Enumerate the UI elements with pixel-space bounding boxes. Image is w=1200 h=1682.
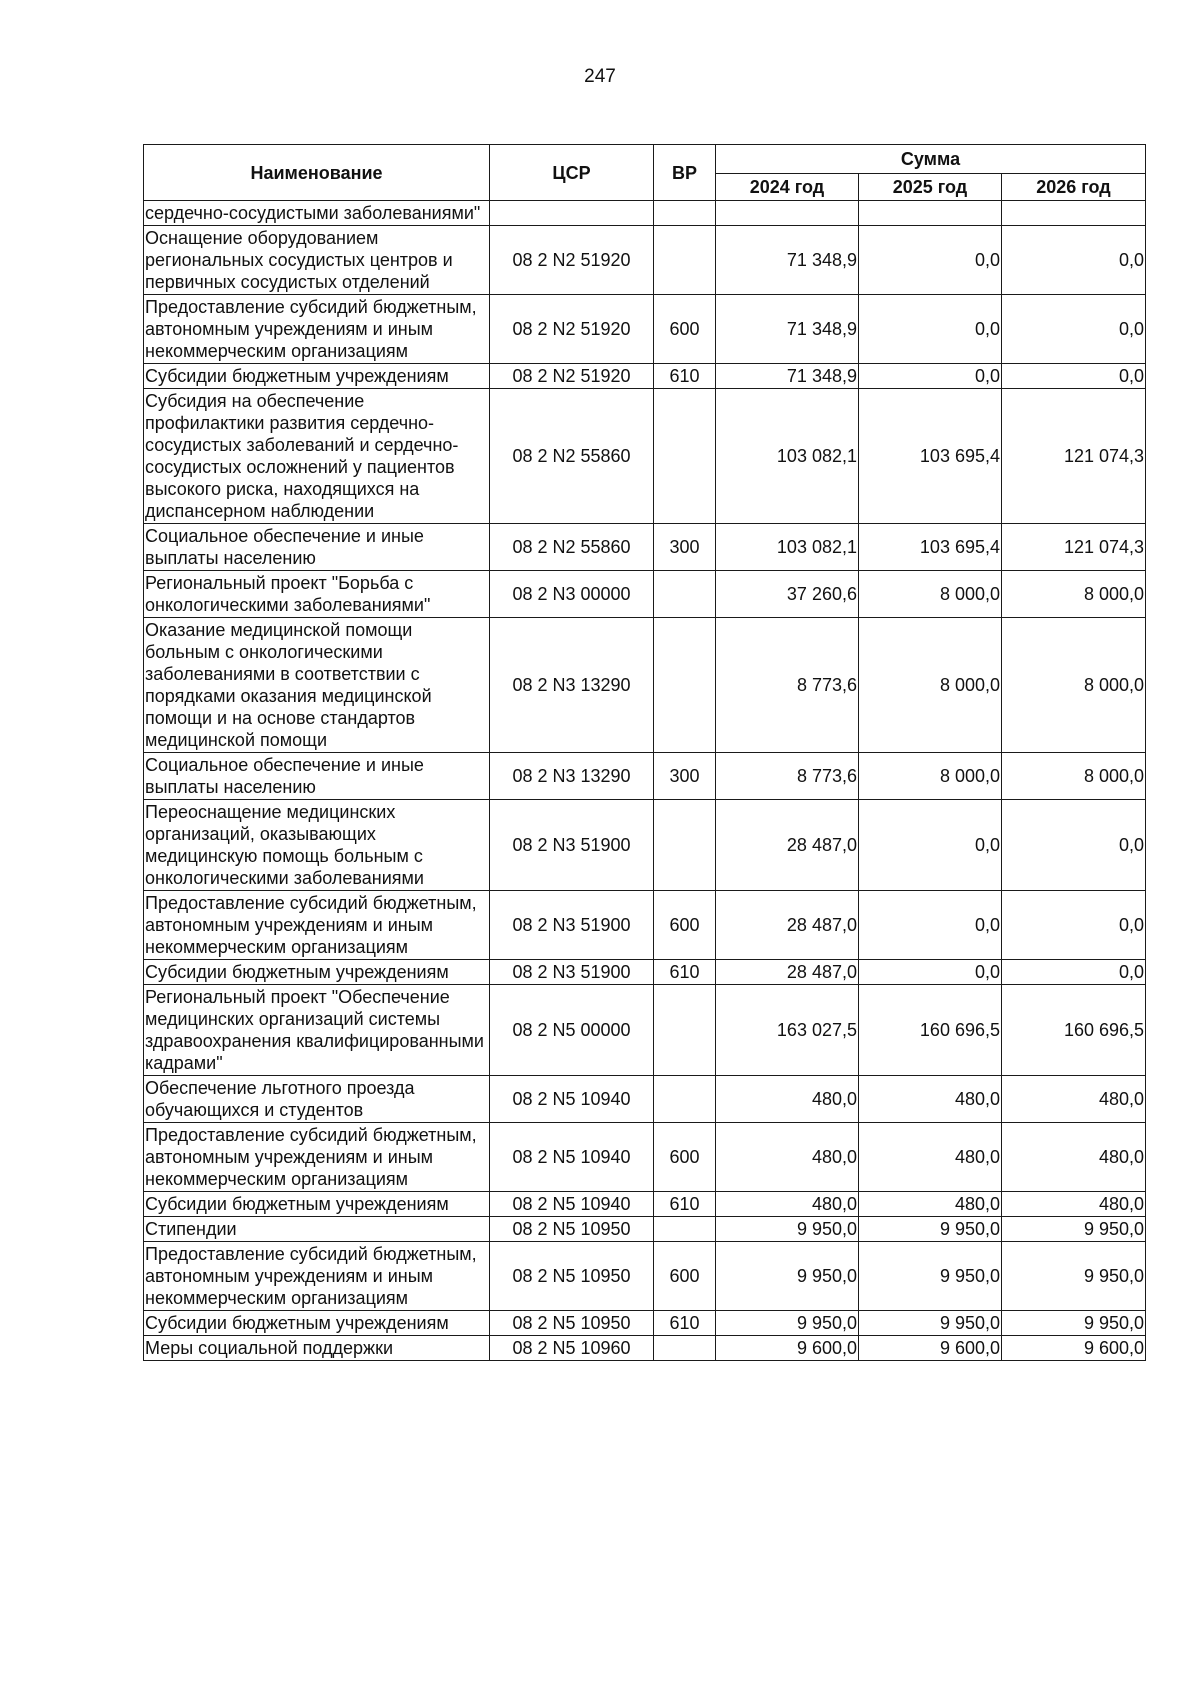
row-sum-2024-cell: 28 487,0 [716,800,859,891]
row-sum-2026-cell: 480,0 [1002,1123,1146,1192]
row-sum-2025-cell: 103 695,4 [859,524,1002,571]
row-sum-2026-cell: 0,0 [1002,960,1146,985]
header-sum: Сумма [716,145,1146,174]
row-csr-cell: 08 2 N2 55860 [490,524,654,571]
row-vr-cell [654,201,716,226]
table-body [144,201,1146,1361]
row-sum-2025-cell: 8 000,0 [859,618,1002,753]
row-csr-cell: 08 2 N3 13290 [490,618,654,753]
row-csr-cell: 08 2 N5 10940 [490,1123,654,1192]
row-sum-2025-cell: 8 000,0 [859,753,1002,800]
row-vr-cell [654,618,716,753]
row-sum-2024-cell [716,201,859,226]
row-csr-cell: 08 2 N5 10950 [490,1242,654,1311]
row-sum-2024-cell: 103 082,1 [716,389,859,524]
table-row [144,295,1146,364]
row-vr-cell [654,1076,716,1123]
row-sum-2025-cell: 8 000,0 [859,571,1002,618]
row-csr-cell: 08 2 N5 10950 [490,1311,654,1336]
row-vr-cell [654,389,716,524]
row-sum-2026-cell: 480,0 [1002,1076,1146,1123]
row-sum-2026-cell: 121 074,3 [1002,389,1146,524]
row-sum-2026-cell: 8 000,0 [1002,618,1146,753]
table-row [144,364,1146,389]
row-name-cell: Региональный проект "Борьба с онкологическими заболеваниями" [144,571,490,618]
row-sum-2025-cell: 0,0 [859,891,1002,960]
row-name-cell: сердечно-сосудистыми заболеваниями" [144,201,490,226]
row-sum-2025-cell [859,201,1002,226]
row-name-cell: Субсидии бюджетным учреждениям [144,364,490,389]
row-csr-cell: 08 2 N2 51920 [490,295,654,364]
table-row [144,1192,1146,1217]
row-sum-2026-cell: 9 600,0 [1002,1336,1146,1361]
row-sum-2026-cell: 9 950,0 [1002,1217,1146,1242]
row-vr-cell: 600 [654,1123,716,1192]
row-vr-cell [654,1217,716,1242]
row-sum-2024-cell: 71 348,9 [716,295,859,364]
row-sum-2026-cell: 8 000,0 [1002,571,1146,618]
row-sum-2026-cell: 9 950,0 [1002,1311,1146,1336]
row-csr-cell: 08 2 N5 10940 [490,1192,654,1217]
row-sum-2024-cell: 480,0 [716,1123,859,1192]
row-name-cell: Оказание медицинской помощи больным с онкологическими заболеваниями в соответствии с порядками оказания медицинской помощи и на основе стандартов медицинской помощи [144,618,490,753]
row-name-cell: Предоставление субсидий бюджетным, автономным учреждениям и иным некоммерческим организациям [144,891,490,960]
table-row [144,571,1146,618]
row-csr-cell [490,201,654,226]
row-name-cell: Оснащение оборудованием региональных сосудистых центров и первичных сосудистых отделений [144,226,490,295]
row-sum-2024-cell: 37 260,6 [716,571,859,618]
row-name-cell: Региональный проект "Обеспечение медицинских организаций системы здравоохранения квалифицированными кадрами" [144,985,490,1076]
row-sum-2025-cell: 9 600,0 [859,1336,1002,1361]
row-sum-2024-cell: 103 082,1 [716,524,859,571]
row-name-cell: Предоставление субсидий бюджетным, автономным учреждениям и иным некоммерческим организациям [144,1123,490,1192]
table-row [144,985,1146,1076]
row-sum-2026-cell: 0,0 [1002,226,1146,295]
table-row [144,800,1146,891]
row-sum-2026-cell: 121 074,3 [1002,524,1146,571]
row-csr-cell: 08 2 N3 51900 [490,891,654,960]
row-sum-2025-cell: 160 696,5 [859,985,1002,1076]
table-row [144,891,1146,960]
row-sum-2025-cell: 9 950,0 [859,1242,1002,1311]
row-name-cell: Меры социальной поддержки [144,1336,490,1361]
header-year-2026: 2026 год [1002,174,1146,201]
row-sum-2024-cell: 28 487,0 [716,891,859,960]
row-sum-2025-cell: 0,0 [859,960,1002,985]
row-sum-2025-cell: 0,0 [859,364,1002,389]
row-vr-cell: 600 [654,295,716,364]
row-sum-2026-cell: 0,0 [1002,800,1146,891]
row-sum-2026-cell: 0,0 [1002,295,1146,364]
row-sum-2025-cell: 9 950,0 [859,1217,1002,1242]
row-name-cell: Социальное обеспечение и иные выплаты населению [144,524,490,571]
row-name-cell: Субсидии бюджетным учреждениям [144,1311,490,1336]
row-csr-cell: 08 2 N3 51900 [490,960,654,985]
row-vr-cell [654,226,716,295]
row-name-cell: Субсидия на обеспечение профилактики развития сердечно-сосудистых заболеваний и сердечно-сосудистых осложнений у пациентов высокого риска, находящихся на диспансерном наблюдении [144,389,490,524]
row-name-cell: Субсидии бюджетным учреждениям [144,1192,490,1217]
row-sum-2024-cell: 9 950,0 [716,1242,859,1311]
page-number: 247 [584,66,616,87]
row-vr-cell [654,1336,716,1361]
row-vr-cell [654,571,716,618]
header-name: Наименование [144,145,490,201]
table-row [144,960,1146,985]
row-sum-2026-cell: 9 950,0 [1002,1242,1146,1311]
row-csr-cell: 08 2 N5 10940 [490,1076,654,1123]
row-sum-2026-cell: 0,0 [1002,364,1146,389]
row-name-cell: Переоснащение медицинских организаций, оказывающих медицинскую помощь больным с онкологическими заболеваниями [144,800,490,891]
row-vr-cell: 600 [654,1242,716,1311]
row-sum-2026-cell: 160 696,5 [1002,985,1146,1076]
row-name-cell: Обеспечение льготного проезда обучающихся и студентов [144,1076,490,1123]
row-sum-2025-cell: 0,0 [859,800,1002,891]
row-vr-cell: 600 [654,891,716,960]
row-sum-2024-cell: 9 950,0 [716,1217,859,1242]
row-sum-2024-cell: 71 348,9 [716,226,859,295]
row-vr-cell: 610 [654,960,716,985]
row-name-cell: Социальное обеспечение и иные выплаты населению [144,753,490,800]
row-csr-cell: 08 2 N2 51920 [490,364,654,389]
row-csr-cell: 08 2 N5 10950 [490,1217,654,1242]
row-sum-2024-cell: 8 773,6 [716,618,859,753]
row-sum-2025-cell: 0,0 [859,295,1002,364]
table-row [144,1242,1146,1311]
row-csr-cell: 08 2 N5 00000 [490,985,654,1076]
budget-table [143,144,1146,1361]
row-vr-cell: 300 [654,524,716,571]
row-sum-2025-cell: 480,0 [859,1192,1002,1217]
row-csr-cell: 08 2 N5 10960 [490,1336,654,1361]
row-vr-cell: 300 [654,753,716,800]
row-vr-cell [654,985,716,1076]
row-sum-2024-cell: 9 950,0 [716,1311,859,1336]
row-sum-2025-cell: 480,0 [859,1123,1002,1192]
header-year-2024: 2024 год [716,174,859,201]
table-row [144,1217,1146,1242]
row-sum-2024-cell: 163 027,5 [716,985,859,1076]
table-row [144,1311,1146,1336]
row-sum-2024-cell: 71 348,9 [716,364,859,389]
row-name-cell: Предоставление субсидий бюджетным, автономным учреждениям и иным некоммерческим организациям [144,295,490,364]
table-header [144,145,1146,201]
header-vr: ВР [654,145,716,201]
row-sum-2024-cell: 480,0 [716,1076,859,1123]
row-sum-2024-cell: 480,0 [716,1192,859,1217]
row-vr-cell: 610 [654,1192,716,1217]
row-csr-cell: 08 2 N2 55860 [490,389,654,524]
row-name-cell: Субсидии бюджетным учреждениям [144,960,490,985]
header-year-2025: 2025 год [859,174,1002,201]
table-row [144,524,1146,571]
row-vr-cell [654,800,716,891]
table-row [144,226,1146,295]
row-sum-2025-cell: 0,0 [859,226,1002,295]
row-sum-2026-cell [1002,201,1146,226]
row-sum-2025-cell: 9 950,0 [859,1311,1002,1336]
table-row [144,1123,1146,1192]
table-row [144,753,1146,800]
row-vr-cell: 610 [654,1311,716,1336]
row-sum-2025-cell: 480,0 [859,1076,1002,1123]
row-csr-cell: 08 2 N3 00000 [490,571,654,618]
row-csr-cell: 08 2 N3 51900 [490,800,654,891]
table-row [144,201,1146,226]
row-sum-2026-cell: 0,0 [1002,891,1146,960]
table-row [144,389,1146,524]
row-sum-2024-cell: 28 487,0 [716,960,859,985]
table-row [144,1076,1146,1123]
header-csr: ЦСР [490,145,654,201]
row-sum-2024-cell: 9 600,0 [716,1336,859,1361]
row-vr-cell: 610 [654,364,716,389]
table-row [144,1336,1146,1361]
row-sum-2025-cell: 103 695,4 [859,389,1002,524]
row-name-cell: Предоставление субсидий бюджетным, автономным учреждениям и иным некоммерческим организациям [144,1242,490,1311]
row-name-cell: Стипендии [144,1217,490,1242]
row-sum-2024-cell: 8 773,6 [716,753,859,800]
row-sum-2026-cell: 8 000,0 [1002,753,1146,800]
table-row [144,618,1146,753]
row-csr-cell: 08 2 N2 51920 [490,226,654,295]
row-sum-2026-cell: 480,0 [1002,1192,1146,1217]
row-csr-cell: 08 2 N3 13290 [490,753,654,800]
